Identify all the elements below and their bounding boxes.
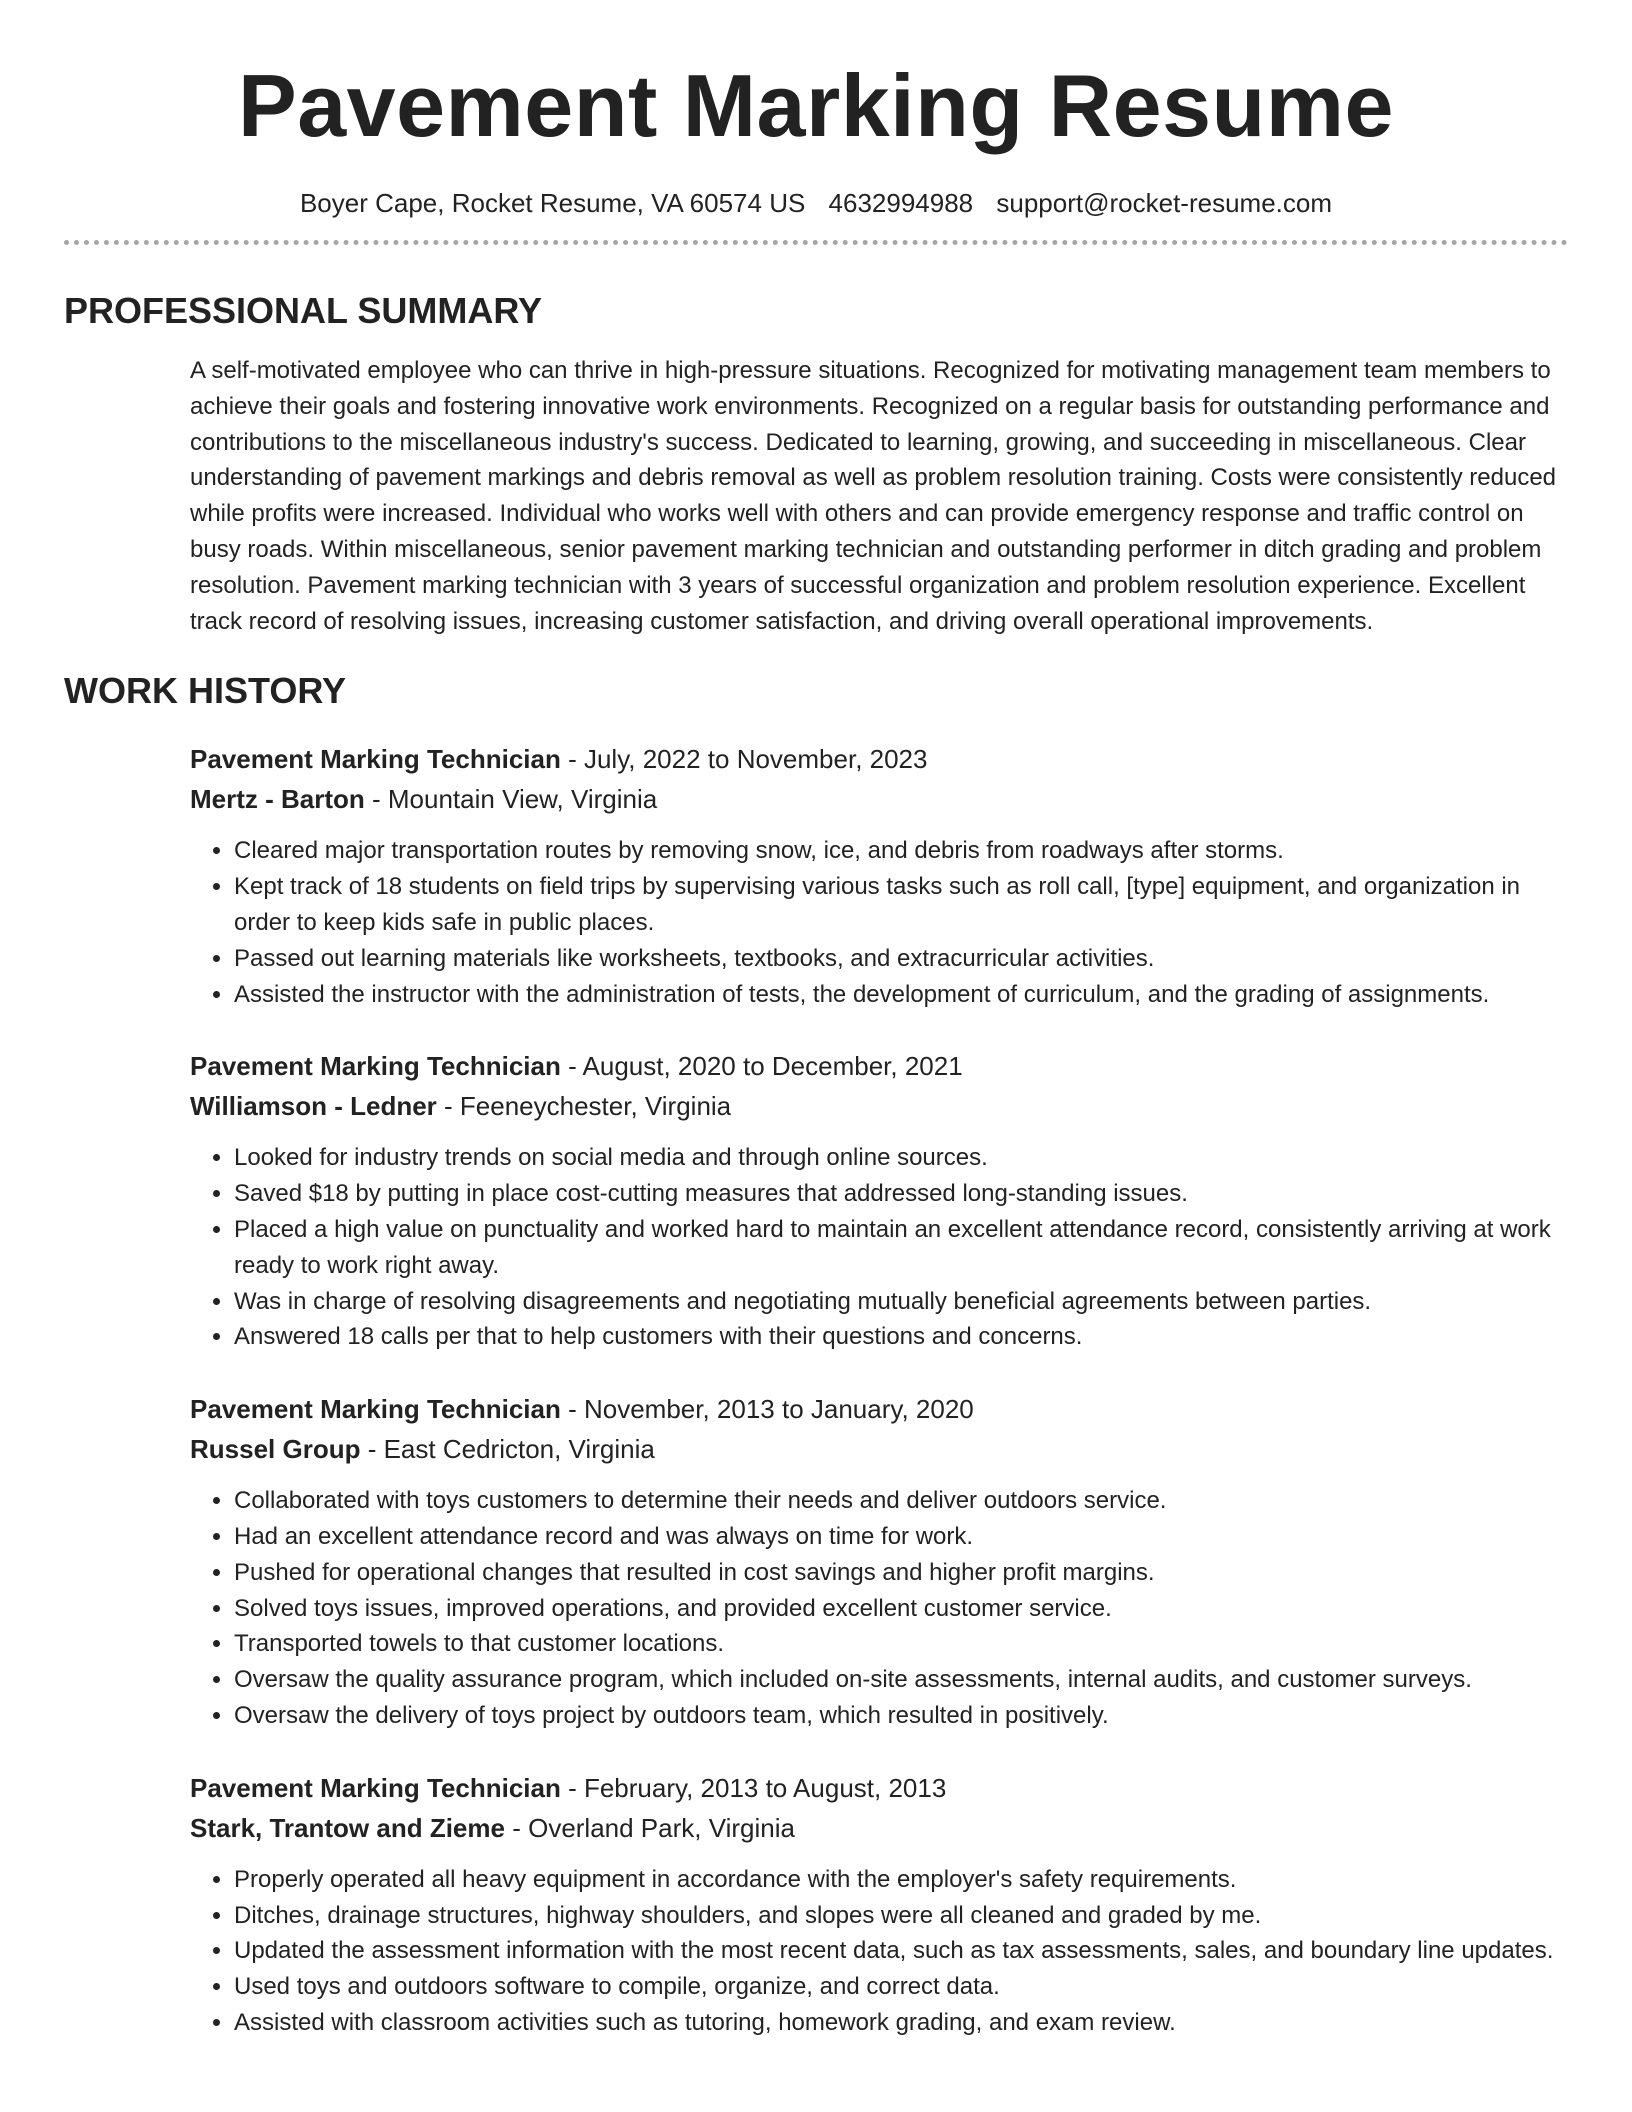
duty-item: • Oversaw the delivery of toys project by outdoors team, which resulted in positively. <box>234 1698 1568 1734</box>
contact-email: support@rocket-resume.com <box>996 188 1333 218</box>
job-duties <box>190 833 1568 1012</box>
job-title: Pavement Marking Technician <box>190 744 561 775</box>
duty-item: • Looked for industry trends on social media and through online sources. <box>234 1140 1568 1176</box>
job-entry <box>190 1768 1568 2041</box>
job-company-line <box>190 1429 1568 1469</box>
job-title-line <box>190 1046 1568 1086</box>
resume-title: Pavement Marking Resume <box>238 56 1394 155</box>
duty-item: • Solved toys issues, improved operations, and provided excellent customer service. <box>234 1591 1568 1627</box>
job-company: Russel Group <box>190 1434 361 1465</box>
job-dates: - February, 2013 to August, 2013 <box>560 1772 947 1803</box>
duty-item: • Was in charge of resolving disagreements and negotiating mutually beneficial agreements between parties. <box>234 1284 1568 1320</box>
job-duties <box>190 1862 1568 2041</box>
job-title: Pavement Marking Technician <box>190 1051 561 1082</box>
job-entry <box>190 1046 1568 1355</box>
duty-item: • Assisted the instructor with the administration of tests, the development of curriculum, and the grading of assignments. <box>234 977 1568 1013</box>
duty-item: • Properly operated all heavy equipment in accordance with the employer's safety requirements. <box>234 1862 1568 1898</box>
duty-item: • Saved $18 by putting in place cost-cutting measures that addressed long-standing issues. <box>234 1176 1568 1212</box>
duty-item: • Used toys and outdoors software to compile, organize, and correct data. <box>234 1969 1568 2005</box>
job-company-line <box>190 779 1568 819</box>
job-dates: - July, 2022 to November, 2023 <box>560 744 928 775</box>
job-company-line <box>190 1808 1568 1848</box>
duty-item: • Had an excellent attendance record and was always on time for work. <box>234 1519 1568 1555</box>
job-title: Pavement Marking Technician <box>190 1772 561 1803</box>
contact-address: Boyer Cape, Rocket Resume, VA 60574 US <box>299 188 806 218</box>
duty-item: • Pushed for operational changes that resulted in cost savings and higher profit margins. <box>234 1555 1568 1591</box>
summary-text: A self-motivated employee who can thrive in high-pressure situations. Recognized for motivating management team members to achieve their goals and fostering innovative work environments. Recognized on a regular basis for outstanding performance and contributions to the miscellaneous industry's success. Dedicated to learning, growing, and succeeding in miscellaneous. Clear understanding of pavement markings and debris removal as well as problem resolution training. Costs were consistently reduced while profits were increased. Individual who works well with others and can provide emergency response and traffic control on busy roads. Within miscellaneous, senior pavement marking technician and outstanding performer in ditch grading and problem resolution. Pavement marking technician with 3 years of successful organization and problem resolution experience. Excellent track record of resolving issues, increasing customer satisfaction, and driving overall operational improvements. <box>190 357 1557 635</box>
duty-item: • Answered 18 calls per that to help customers with their questions and concerns. <box>234 1319 1568 1355</box>
job-title: Pavement Marking Technician <box>190 1394 561 1425</box>
job-dates: - August, 2020 to December, 2021 <box>560 1051 963 1082</box>
job-company: Stark, Trantow and Zieme <box>190 1812 505 1843</box>
work-history-heading: WORK HISTORY <box>64 670 347 712</box>
duty-item: • Oversaw the quality assurance program, which included on-site assessments, internal audits, and customer surveys. <box>234 1662 1568 1698</box>
job-company: Mertz - Barton <box>190 784 365 815</box>
resume-page <box>64 0 1568 2041</box>
duty-item: • Placed a high value on punctuality and worked hard to maintain an excellent attendance record, consistently arriving at work ready to work right away. <box>234 1212 1568 1284</box>
duty-item: • Passed out learning materials like worksheets, textbooks, and extracurricular activities. <box>234 941 1568 977</box>
summary-heading: PROFESSIONAL SUMMARY <box>64 290 543 331</box>
job-location: - Overland Park, Virginia <box>504 1812 795 1843</box>
duty-item: • Assisted with classroom activities such as tutoring, homework grading, and exam review. <box>234 2005 1568 2041</box>
job-location: - East Cedricton, Virginia <box>360 1434 655 1465</box>
job-duties <box>190 1483 1568 1734</box>
duty-item: • Collaborated with toys customers to determine their needs and deliver outdoors service. <box>234 1483 1568 1519</box>
job-title-line <box>190 1389 1568 1429</box>
job-duties <box>190 1140 1568 1355</box>
job-company-line <box>190 1086 1568 1126</box>
job-location: - Mountain View, Virginia <box>364 784 658 815</box>
contact-phone: 4632994988 <box>828 188 974 218</box>
job-entry <box>190 739 1568 1012</box>
job-entry <box>190 1389 1568 1734</box>
header-divider <box>64 240 1568 245</box>
duty-item: • Cleared major transportation routes by removing snow, ice, and debris from roadways after storms. <box>234 833 1568 869</box>
job-location: - Feeneychester, Virginia <box>436 1091 732 1122</box>
duty-item: • Ditches, drainage structures, highway shoulders, and slopes were all cleaned and graded by me. <box>234 1898 1568 1934</box>
job-dates: - November, 2013 to January, 2020 <box>560 1394 974 1425</box>
job-title-line <box>190 739 1568 779</box>
duty-item: • Transported towels to that customer locations. <box>234 1626 1568 1662</box>
duty-item: • Kept track of 18 students on field trips by supervising various tasks such as roll call, [type] equipment, and organization in order to keep kids safe in public places. <box>234 869 1568 941</box>
work-history-list <box>190 739 1568 2040</box>
job-company: Williamson - Ledner <box>190 1091 437 1122</box>
job-title-line <box>190 1768 1568 1808</box>
duty-item: • Updated the assessment information with the most recent data, such as tax assessments, sales, and boundary line updates. <box>234 1933 1568 1969</box>
contact-line <box>64 186 1568 220</box>
